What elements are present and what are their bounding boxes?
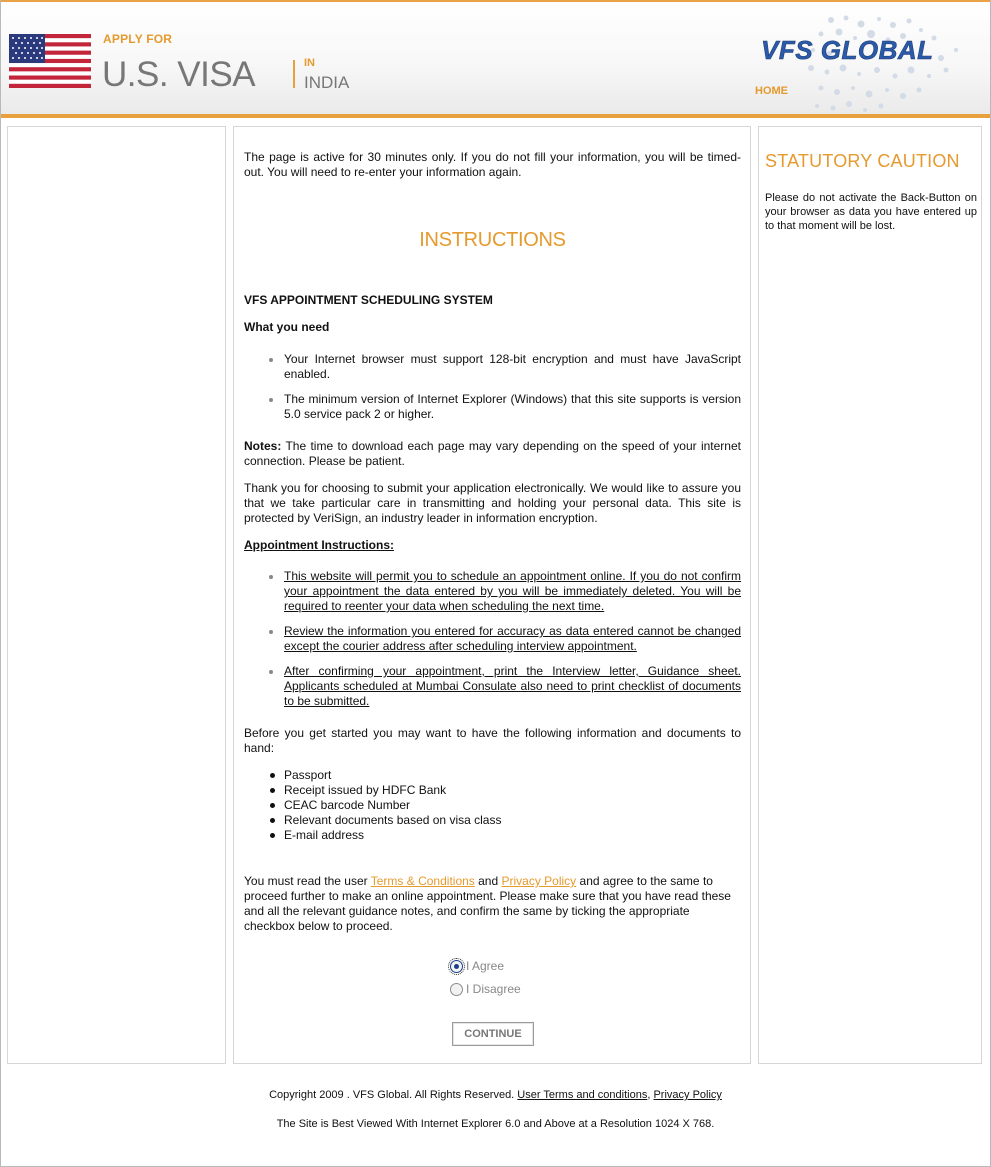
bullet-icon: [269, 358, 273, 362]
notes-label: Notes:: [244, 439, 282, 453]
what-you-need-heading: What you need: [244, 320, 330, 334]
left-sidebar: [7, 126, 226, 1064]
main-content: [233, 126, 751, 1064]
terms-paragraph: You must read the user Terms & Conditions and Privacy Policy and agree to the same to proceed further to make an online appointment. Please make sure that you have read these and all the relevant guidance notes, and confirm the same by ticking the appropriate checkbox below to proceed.: [244, 874, 731, 933]
bullet-icon: [269, 398, 273, 402]
list-item: E-mail address: [244, 828, 741, 843]
bullet-icon: [269, 575, 273, 579]
apply-for-label: APPLY FOR: [103, 32, 173, 46]
need-item-text: Your Internet browser must support 128-bit encryption and must have JavaScript enabled.: [284, 352, 741, 381]
appointment-item-text: Review the information you entered for accuracy as data entered cannot be changed except the courier address after scheduling interview appointment.: [284, 624, 741, 653]
privacy-policy-link[interactable]: Privacy Policy: [501, 874, 577, 888]
appointment-item-text: This website will permit you to schedule an appointment online. If you do not confirm your appointment the data entered by you will be immediately deleted. You will be required to reenter your data when scheduling the next time.: [284, 569, 741, 613]
terms-conditions-link[interactable]: Terms & Conditions: [370, 874, 475, 888]
right-sidebar: [758, 126, 982, 1064]
bullet-icon: [269, 670, 273, 674]
bullet-icon: [270, 818, 275, 823]
statutory-caution-text: Please do not activate the Back-Button on your browser as data you have entered up to that moment will be lost.: [765, 192, 977, 232]
thank-you-paragraph: Thank you for choosing to submit your application electronically. We would like to assure you that we take particular care in transmitting and holding your personal data. This site is protected by VeriSign, an industry leader in information encryption.: [244, 481, 741, 525]
site-header: [1, 0, 990, 118]
timeout-notice: The page is active for 30 minutes only. If you do not fill your information, you will be timed-out. You will need to re-enter your information again.: [244, 150, 741, 179]
statutory-caution-title: STATUTORY CAUTION: [765, 151, 960, 171]
instructions-title: INSTRUCTIONS: [419, 229, 566, 251]
country-label: INDIA: [304, 73, 350, 92]
header-rule: [1, 114, 990, 118]
agree-radio[interactable]: [450, 960, 463, 973]
bullet-icon: [270, 833, 275, 838]
agree-label[interactable]: I Agree: [466, 959, 505, 973]
header-divider: [293, 60, 295, 88]
page-title: U.S. VISA: [102, 55, 256, 94]
list-item: Relevant documents based on visa class: [244, 813, 741, 828]
notes-paragraph: [244, 439, 741, 469]
us-flag-icon: [9, 34, 91, 88]
bullet-icon: [270, 773, 275, 778]
before-start-paragraph: Before you get started you may want to have the following information and documents to hand:: [244, 726, 741, 755]
appointment-item-text: After confirming your appointment, print the Interview letter, Guidance sheet. Applicants scheduled at Mumbai Consulate also need to print checklist of documents to be submitted.: [284, 664, 741, 708]
logo-text: VFS GLOBAL: [761, 36, 934, 64]
need-item-text: The minimum version of Internet Explorer (Windows) that this site supports is version 5.0 service pack 2 or higher.: [284, 392, 741, 421]
footer-copyright: Copyright 2009 . VFS Global. All Rights Reserved. User Terms and conditions, Privacy Policy: [269, 1089, 722, 1101]
appointment-instructions-heading: Appointment Instructions:: [244, 538, 394, 552]
bullet-icon: [269, 630, 273, 634]
footer-privacy-link[interactable]: Privacy Policy: [653, 1089, 722, 1101]
bullet-icon: [270, 803, 275, 808]
system-title: VFS APPOINTMENT SCHEDULING SYSTEM: [244, 293, 493, 307]
disagree-radio[interactable]: [450, 983, 463, 996]
continue-button[interactable]: CONTINUE: [452, 1022, 534, 1046]
notes-text: The time to download each page may vary depending on the speed of your internet connection. Please be patient.: [244, 439, 741, 468]
documents-list: [244, 768, 741, 843]
bullet-icon: [270, 788, 275, 793]
vfs-global-logo: [761, 36, 981, 64]
list-item: Passport: [244, 768, 741, 783]
home-link[interactable]: HOME: [755, 85, 788, 97]
list-item: Receipt issued by HDFC Bank: [244, 783, 741, 798]
list-item: CEAC barcode Number: [244, 798, 741, 813]
in-label: IN: [304, 57, 315, 69]
footer-user-terms-link[interactable]: User Terms and conditions: [517, 1089, 648, 1101]
disagree-label[interactable]: I Disagree: [466, 982, 521, 996]
footer-best-viewed: The Site is Best Viewed With Internet Explorer 6.0 and Above at a Resolution 1024 X 768.: [276, 1118, 715, 1130]
